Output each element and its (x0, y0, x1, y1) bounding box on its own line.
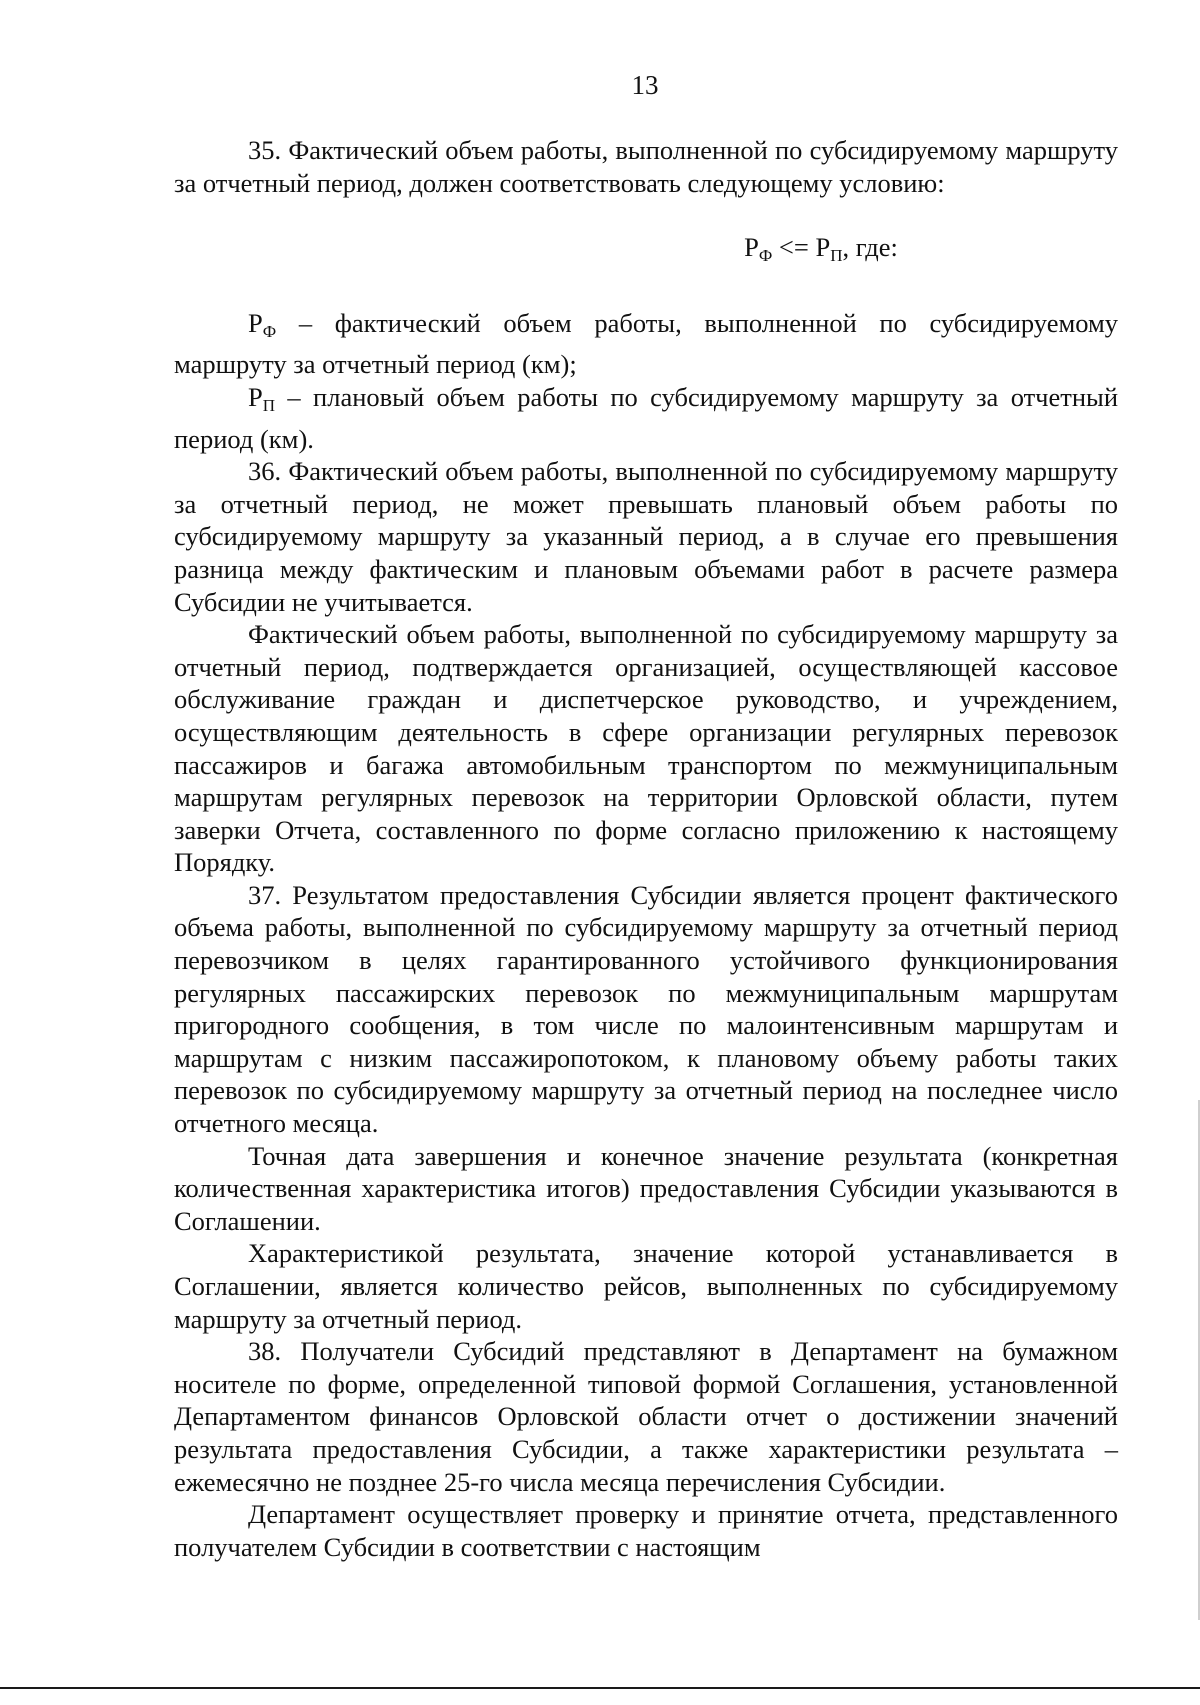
def-pf-text: – фактический объем работы, выполненной по субсидируемому маршруту за отчетный период (км); (174, 307, 1118, 380)
def-pp-symbol: Р (248, 381, 263, 412)
definition-pp (174, 381, 1118, 455)
def-pf-sub: Ф (262, 321, 277, 341)
paragraph-38: 38. Получатели Субсидий представляют в Департамент на бумажном носителе по форме, определенной типовой формой Соглашения, установленной Департаментом финансов Орловской области отчет о достижении значений результата предоставления Субсидии, а также характеристики результата – ежемесячно не позднее 25-го числа месяца перечисления Субсидии. (174, 1336, 1118, 1497)
paragraph-37-date: Точная дата завершения и конечное значение результата (конкретная количественная характеристика итогов) предоставления Субсидии указываются в Соглашении. (174, 1140, 1118, 1236)
document-body (174, 134, 1118, 1563)
formula-rhs-sub: П (830, 246, 843, 266)
paragraph-38-check: Департамент осуществляет проверку и принятие отчета, представленного получателем Субсидии в соответствии с настоящим (174, 1499, 1118, 1562)
paragraph-36-confirmation: Фактический объем работы, выполненной по субсидируемому маршруту за отчетный период, подтверждается организацией, осуществляющей кассовое обслуживание граждан и диспетчерское руководство, и учреждением, осуществляющим деятельность в сфере организации регулярных перевозок пассажиров и багажа автомобильным транспортом по межмуниципальным маршрутам регулярных перевозок на территории Орловской области, путем заверки Отчета, составленного по форме согласно приложению к настоящему Порядку. (174, 619, 1118, 878)
scan-bottom-line (0, 1687, 1200, 1689)
paragraph-37-characteristic: Характеристикой результата, значение которой устанавливается в Соглашении, является количество рейсов, выполненных по субсидируемому маршруту за отчетный период. (174, 1238, 1118, 1334)
formula (174, 231, 1118, 273)
paragraph-35: 35. Фактический объем работы, выполненной по субсидируемому маршруту за отчетный период, должен соответствовать следующему условию: (174, 135, 1118, 198)
def-pp-text: – плановый объем работы по субсидируемому маршруту за отчетный период (км). (174, 381, 1119, 454)
paragraph-36: 36. Фактический объем работы, выполненной по субсидируемому маршруту за отчетный период, не может превышать плановый объем работы по субсидируемому маршруту за указанный период, а в случае его превышения разница между фактическим и плановым объемами работ в расчете размера Субсидии не учитывается. (174, 456, 1118, 617)
page-number: 13 (631, 70, 659, 100)
paragraph-37: 37. Результатом предоставления Субсидии является процент фактического объема работы, выполненной по субсидируемому маршруту за отчетный период перевозчиком в целях гарантированного устойчивого функционирования регулярных пассажирских перевозок по межмуниципальным маршрутам пригородного сообщения, в том числе по малоинтенсивным маршрутам и маршрутам с низким пассажиропотоком, к плановому объему работы таких перевозок по субсидируемому маршруту за отчетный период на последнее число отчетного месяца. (174, 879, 1118, 1139)
def-pf-symbol: Р (248, 307, 263, 338)
formula-tail: , где: (842, 232, 898, 263)
def-pp-sub: П (262, 395, 276, 415)
formula-op: <= (772, 232, 816, 263)
formula-lhs: Р (744, 232, 759, 263)
formula-rhs: Р (815, 232, 831, 263)
definition-pf (174, 307, 1118, 381)
formula-lhs-sub: Ф (758, 246, 773, 266)
